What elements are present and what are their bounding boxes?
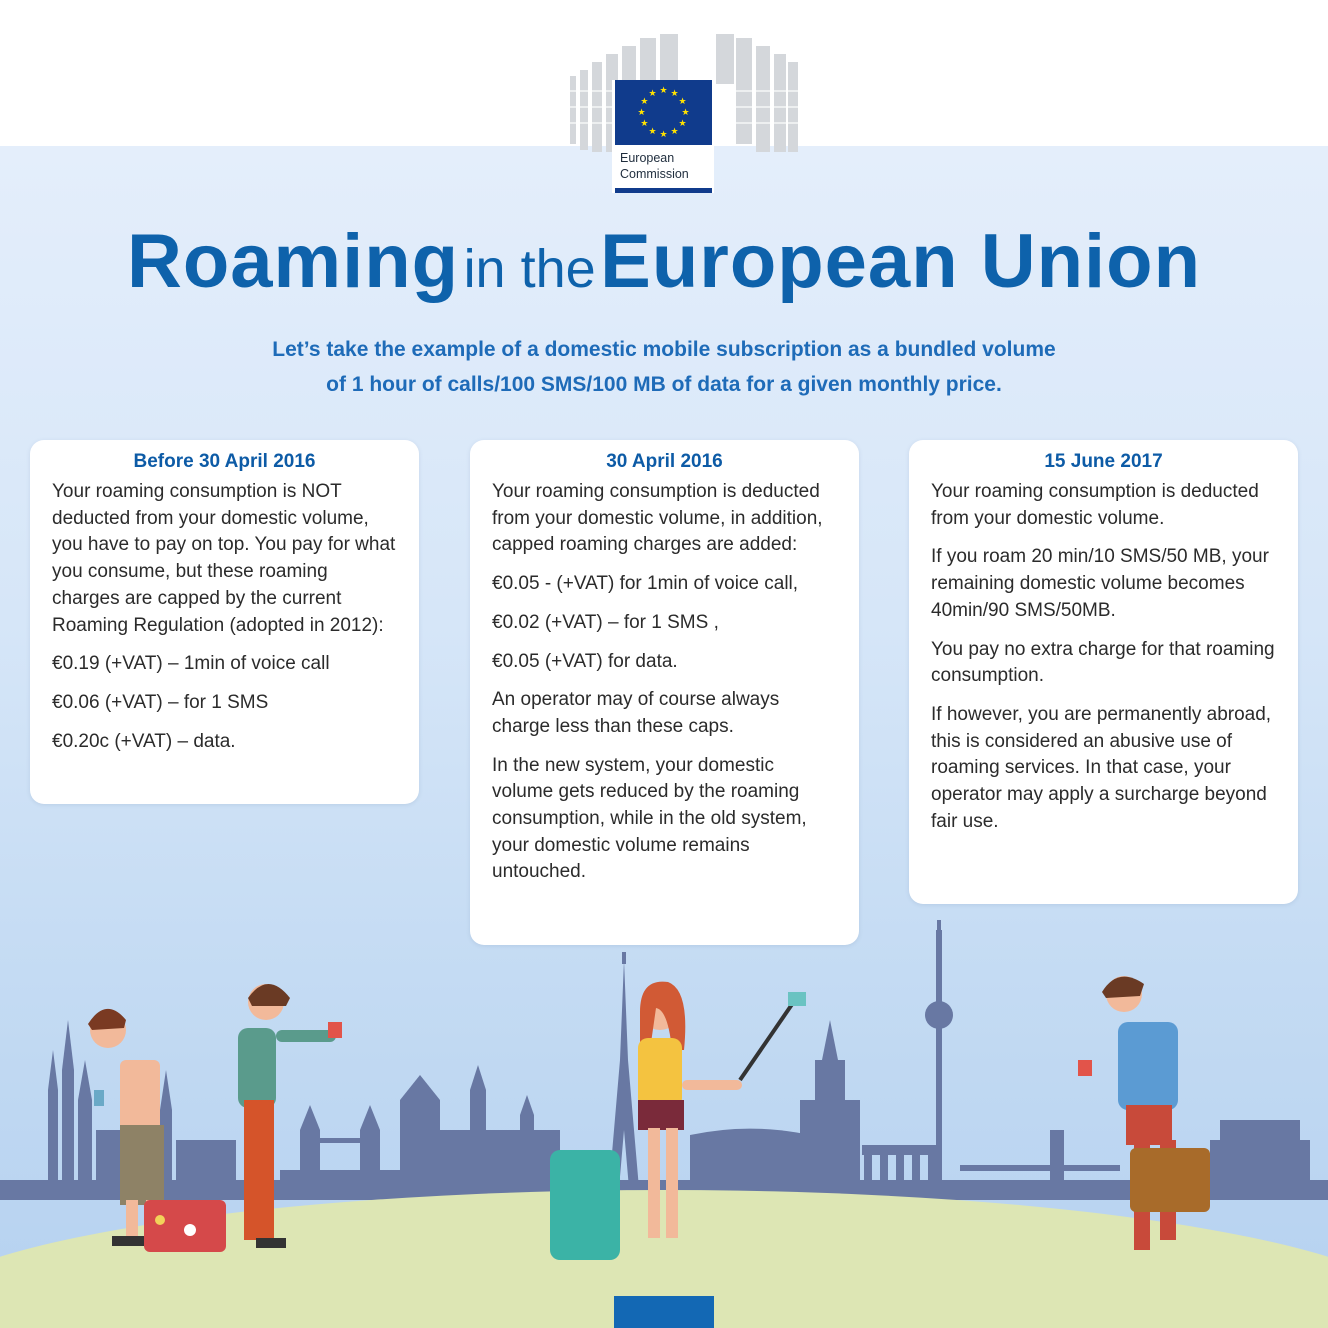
travel-scene-illustration bbox=[0, 900, 1328, 1328]
brown-suitcase bbox=[1130, 1148, 1210, 1212]
eu-star-icon: ★ bbox=[678, 97, 687, 107]
eu-star-icon: ★ bbox=[659, 86, 668, 96]
logo-text bbox=[620, 150, 689, 182]
card-heading: Before 30 April 2016 bbox=[133, 451, 316, 472]
eu-star-icon: ★ bbox=[670, 88, 679, 99]
eu-star-icon: ★ bbox=[640, 119, 649, 129]
eu-star-icon: ★ bbox=[648, 88, 657, 99]
title-roaming: Roaming bbox=[126, 219, 460, 304]
card-paragraph: €0.05 (+VAT) for data. bbox=[492, 650, 678, 672]
title-in-the: in the bbox=[463, 239, 596, 299]
logo-text-line2: Commission bbox=[620, 167, 689, 181]
card-paragraph: Your roaming consumption is deducted from your domestic volume. bbox=[931, 481, 1259, 529]
page-title bbox=[0, 218, 1328, 305]
card-15-june-2017 bbox=[909, 440, 1298, 904]
card-paragraph: €0.02 (+VAT) – for 1 SMS , bbox=[492, 611, 719, 633]
subtitle-line2: of 1 hour of calls/100 SMS/100 MB of data for a given monthly price. bbox=[326, 373, 1002, 396]
card-paragraph: If however, you are permanently abroad, this is considered an abusive use of roaming services. In that case, your operator may apply a surcharge beyond fair use. bbox=[931, 703, 1272, 832]
eu-star-icon: ★ bbox=[659, 130, 668, 140]
eu-star-icon: ★ bbox=[678, 119, 687, 129]
title-european-union: European Union bbox=[600, 219, 1202, 304]
red-suitcase bbox=[144, 1200, 226, 1252]
card-before-30-april-2016 bbox=[30, 440, 419, 804]
card-paragraph: €0.06 (+VAT) – for 1 SMS bbox=[52, 691, 269, 713]
card-paragraph: €0.19 (+VAT) – 1min of voice call bbox=[52, 653, 330, 675]
eu-star-icon: ★ bbox=[637, 108, 646, 118]
eu-star-icon: ★ bbox=[670, 127, 679, 138]
subtitle bbox=[0, 332, 1328, 402]
card-paragraph: In the new system, your domestic volume gets reduced by the roaming consumption, while in the old system, your domestic volume remains untouched. bbox=[492, 754, 807, 883]
card-paragraph: You pay no extra charge for that roaming consumption. bbox=[931, 638, 1275, 687]
card-paragraph: €0.20c (+VAT) – data. bbox=[52, 730, 236, 752]
footer-accent-bar bbox=[614, 1296, 714, 1328]
teal-suitcase bbox=[550, 1150, 620, 1260]
logo-text-line1: European bbox=[620, 151, 675, 165]
card-paragraph: €0.05 - (+VAT) for 1min of voice call, bbox=[492, 573, 799, 595]
subtitle-line1: Let’s take the example of a domestic mobile subscription as a bundled volume bbox=[272, 338, 1056, 361]
eu-star-icon: ★ bbox=[648, 127, 657, 138]
card-paragraph: Your roaming consumption is NOT deducted from your domestic volume, you have to pay on top. You pay for what you consume, but these roaming charges are capped by the current Roaming Regulation (adopted in 2012): bbox=[52, 481, 396, 636]
card-heading: 30 April 2016 bbox=[606, 451, 723, 472]
card-heading: 15 June 2017 bbox=[1044, 451, 1163, 472]
eu-star-icon: ★ bbox=[640, 97, 649, 107]
card-paragraph: If you roam 20 min/10 SMS/50 MB, your remaining domestic volume becomes 40min/90 SMS/50MB. bbox=[931, 546, 1269, 621]
card-paragraph: An operator may of course always charge less than these caps. bbox=[492, 689, 780, 737]
eu-star-icon: ★ bbox=[681, 108, 690, 118]
traveller-with-briefcase bbox=[1078, 976, 1210, 1250]
card-30-april-2016 bbox=[470, 440, 859, 945]
card-paragraph: Your roaming consumption is deducted from your domestic volume, in addition, capped roaming charges are added: bbox=[492, 481, 823, 556]
